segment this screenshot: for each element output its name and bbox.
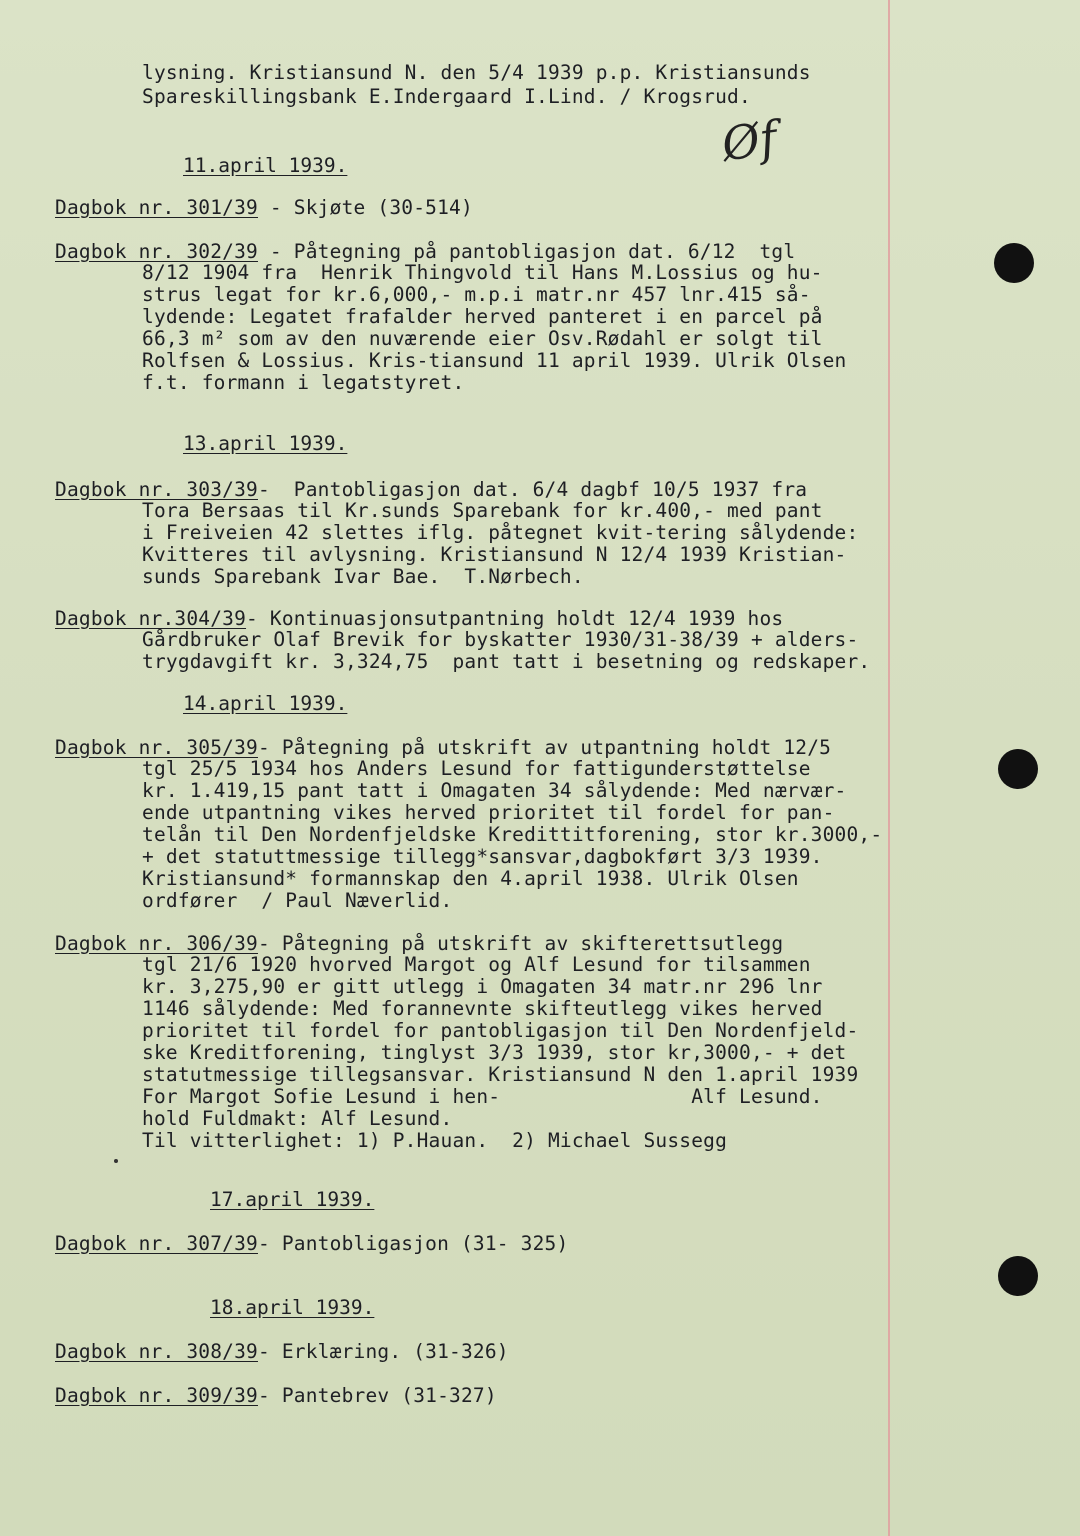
- entry-306-line: Til vitterlighet: 1) P.Hauan. 2) Michael Sussegg: [142, 1129, 728, 1152]
- entry-305-line: telån til Den Nordenfjeldske Kredittitforening, stor kr.3000,-: [142, 823, 883, 846]
- entry-302-line: lydende: Legatet frafalder herved panteret i en parcel på: [142, 305, 823, 328]
- continuation-line-2: Spareskillingsbank E.Indergaard I.Lind. / Krogsrud.: [142, 85, 751, 108]
- entry-305-line: ordfører / Paul Næverlid.: [142, 889, 453, 912]
- entry-305: [55, 736, 831, 759]
- entry-label: Dagbok nr. 307/39: [55, 1232, 258, 1255]
- entry-label: Dagbok nr. 309/39: [55, 1384, 258, 1407]
- entry-305-line: kr. 1.419,15 pant tatt i Omagaten 34 sålydende: Med nærvær-: [142, 779, 847, 802]
- entry-302-line: strus legat for kr.6,000,- m.p.i matr.nr 457 lnr.415 så-: [142, 283, 811, 306]
- entry-text: - Pantobligasjon (31- 325): [257, 1232, 569, 1255]
- entry-306-line: hold Fuldmakt: Alf Lesund.: [142, 1107, 453, 1130]
- entry-302-line: 8/12 1904 fra Henrik Thingvold til Hans M.Lossius og hu-: [142, 261, 823, 284]
- entry-303-line: sunds Sparebank Ivar Bae. T.Nørbech.: [142, 565, 584, 588]
- entry-text: - Pantobligasjon dat. 6/4 dagbf 10/5 1937 fra: [257, 478, 808, 501]
- entry-302-line: f.t. formann i legatstyret.: [142, 371, 465, 394]
- entry-305-line: ende utpantning vikes herved prioritet til fordel for pan-: [142, 801, 835, 824]
- date-heading-14-april: 14.april 1939.: [183, 692, 348, 715]
- entry-309: [55, 1384, 497, 1407]
- entry-304-line: trygdavgift kr. 3,324,75 pant tatt i besetning og redskaper.: [142, 650, 871, 673]
- entry-label: Dagbok nr. 302/39: [55, 240, 258, 263]
- entry-305-line: + det statuttmessige tillegg*sansvar,dagbokført 3/3 1939.: [142, 845, 823, 868]
- check-mark-signature: Øf: [718, 110, 781, 172]
- date-heading-13-april: 13.april 1939.: [183, 432, 348, 455]
- entry-305-line: tgl 25/5 1934 hos Anders Lesund for fattigunderstøttelse: [142, 757, 811, 780]
- entry-304-line: Gårdbruker Olaf Brevik for byskatter 1930/31-38/39 + alders-: [142, 628, 859, 651]
- entry-text: - Påtegning på utskrift av utpantning holdt 12/5: [257, 736, 832, 759]
- entry-text: - Skjøte (30-514): [257, 196, 473, 219]
- entry-306-line: ske Kreditforening, tinglyst 3/3 1939, stor kr,3000,- + det: [142, 1041, 847, 1064]
- punch-hole-bottom: [998, 1256, 1038, 1296]
- entry-306-line: tgl 21/6 1920 hvorved Margot og Alf Lesund for tilsammen: [142, 953, 811, 976]
- entry-306-line: statutmessige tillegsansvar. Kristiansund N den 1.april 1939: [142, 1063, 859, 1086]
- entry-302-line: Rolfsen & Lossius. Kris-tiansund 11 april 1939. Ulrik Olsen: [142, 349, 847, 372]
- entry-text: - Kontinuasjonsutpantning holdt 12/4 1939 hos: [246, 607, 784, 630]
- entry-text: - Påtegning på pantobligasjon dat. 6/12 tgl: [257, 240, 796, 263]
- margin-rule: [888, 0, 890, 1536]
- date-heading-11-april: 11.april 1939.: [183, 154, 348, 177]
- entry-label: Dagbok nr. 308/39: [55, 1340, 258, 1363]
- entry-303-line: Kvitteres til avlysning. Kristiansund N 12/4 1939 Kristian-: [142, 543, 847, 566]
- ink-dot: [114, 1159, 118, 1163]
- entry-307: [55, 1232, 568, 1255]
- entry-306-line: For Margot Sofie Lesund i hen- Alf Lesund.: [142, 1085, 823, 1108]
- entry-301: [55, 196, 473, 219]
- entry-label: Dagbok nr.304/39: [55, 607, 247, 630]
- entry-label: Dagbok nr. 301/39: [55, 196, 258, 219]
- entry-303-line: i Freiveien 42 slettes iflg. påtegnet kvit-tering sålydende:: [142, 521, 859, 544]
- entry-306-line: kr. 3,275,90 er gitt utlegg i Omagaten 34 matr.nr 296 lnr: [142, 975, 823, 998]
- entry-303: [55, 478, 807, 501]
- entry-label: Dagbok nr. 306/39: [55, 932, 258, 955]
- entry-306-line: 1146 sålydende: Med forannevnte skifteutlegg vikes herved: [142, 997, 823, 1020]
- entry-label: Dagbok nr. 303/39: [55, 478, 258, 501]
- entry-305-line: Kristiansund* formannskap den 4.april 1938. Ulrik Olsen: [142, 867, 799, 890]
- entry-text: - Påtegning på utskrift av skifterettsutlegg: [257, 932, 784, 955]
- entry-label: Dagbok nr. 305/39: [55, 736, 258, 759]
- date-heading-18-april: 18.april 1939.: [210, 1296, 375, 1319]
- entry-text: - Pantebrev (31-327): [257, 1384, 497, 1407]
- punch-hole-top: [994, 243, 1034, 283]
- date-heading-17-april: 17.april 1939.: [210, 1188, 375, 1211]
- entry-303-line: Tora Bersaas til Kr.sunds Sparebank for kr.400,- med pant: [142, 499, 823, 522]
- continuation-line-1: lysning. Kristiansund N. den 5/4 1939 p.p. Kristiansunds: [142, 61, 811, 84]
- entry-308: [55, 1340, 509, 1363]
- punch-hole-middle: [998, 749, 1038, 789]
- entry-306-line: prioritet til fordel for pantobligasjon til Den Nordenfjeld-: [142, 1019, 859, 1042]
- entry-text: - Erklæring. (31-326): [257, 1340, 509, 1363]
- entry-306: [55, 932, 783, 955]
- entry-304: [55, 607, 783, 630]
- entry-302: [55, 240, 795, 263]
- entry-302-line: 66,3 m² som av den nuværende eier Osv.Rødahl er solgt til: [142, 327, 823, 350]
